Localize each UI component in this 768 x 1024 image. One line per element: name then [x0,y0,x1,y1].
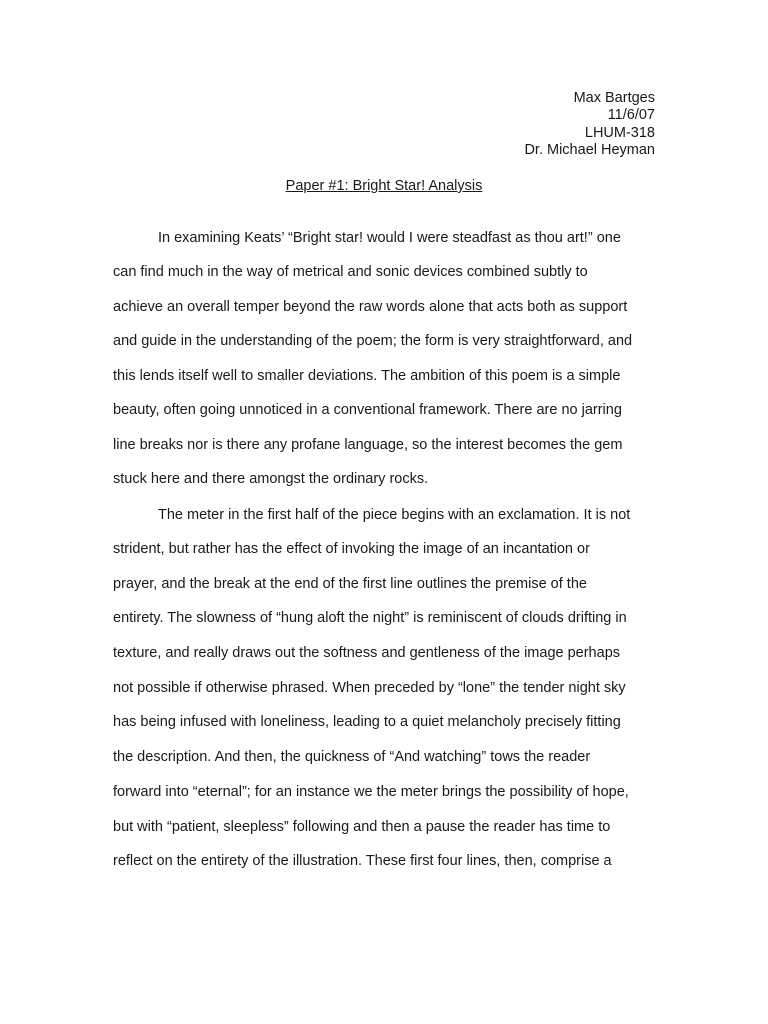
body-line: stuck here and there amongst the ordinary rocks. [113,471,429,487]
body-line: has being infused with loneliness, leading to a quiet melancholy precisely fitting [113,714,621,730]
paper-date: 11/6/07 [607,107,655,124]
body-line: reflect on the entirety of the illustration. These first four lines, then, comprise a [113,853,612,869]
body-line: prayer, and the break at the end of the first line outlines the premise of the [113,576,587,592]
body-line: but with “patient, sleepless” following and then a pause the reader has time to [113,819,611,835]
body-line: beauty, often going unnoticed in a conventional framework. There are no jarring [113,402,622,418]
body-line: entirety. The slowness of “hung aloft the night” is reminiscent of clouds drifting in [113,610,627,626]
body-line: not possible if otherwise phrased. When preceded by “lone” the tender night sky [113,680,626,696]
body-line: texture, and really draws out the softness and gentleness of the image perhaps [113,645,621,661]
body-line: achieve an overall temper beyond the raw words alone that acts both as support [113,299,628,315]
instructor-name: Dr. Michael Heyman [524,141,655,158]
author-name: Max Bartges [573,90,655,106]
body-line: this lends itself well to smaller deviations. The ambition of this poem is a simple [113,368,621,384]
author-header [524,90,655,159]
body-line: can find much in the way of metrical and sonic devices combined subtly to [113,264,588,280]
body-line: strident, but rather has the effect of invoking the image of an incantation or [113,541,590,557]
paper-title: Paper #1: Bright Star! Analysis [285,178,483,194]
body-line: In examining Keats’ “Bright star! would I were steadfast as thou art!” one [158,230,621,246]
body-line: forward into “eternal”; for an instance we the meter brings the possibility of hope, [113,784,629,800]
course-code: LHUM-318 [584,124,655,141]
body-line: and guide in the understanding of the poem; the form is very straightforward, and [113,333,633,349]
body-line: line breaks nor is there any profane language, so the interest becomes the gem [113,437,623,453]
body-line: the description. And then, the quickness of “And watching” tows the reader [113,749,591,765]
body-line: The meter in the first half of the piece begins with an exclamation. It is not [158,507,631,523]
